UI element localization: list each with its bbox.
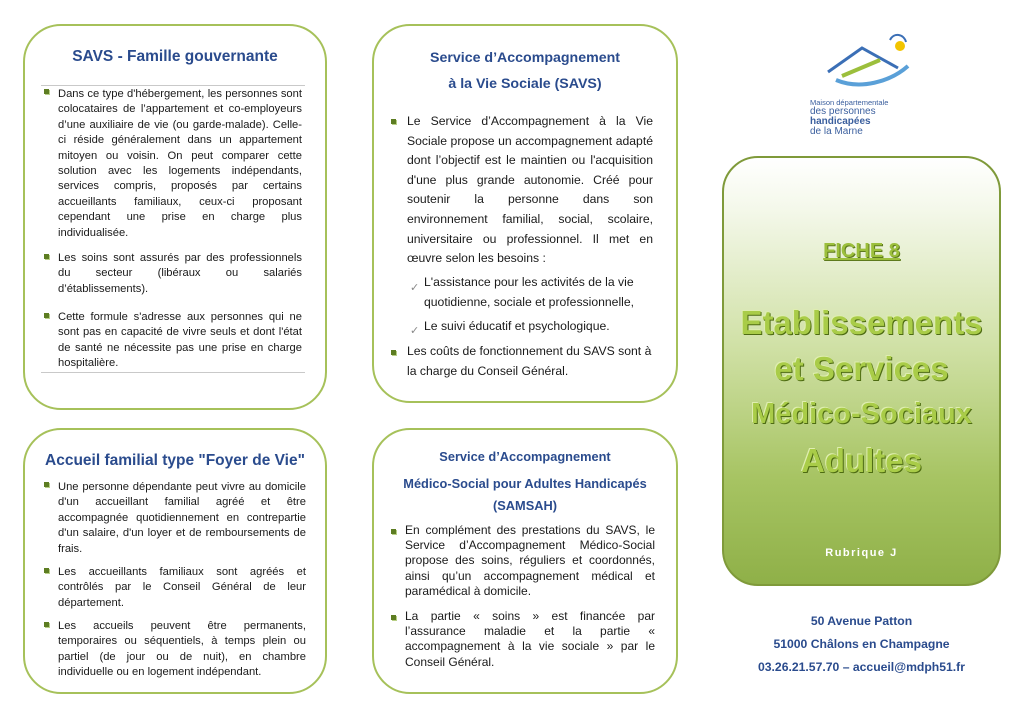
accueil-familial-panel — [23, 428, 327, 694]
panel-title: (SAMSAH) — [493, 498, 557, 513]
samsah-panel — [372, 428, 678, 694]
panel-title: SAVS - Famille gouvernante — [72, 48, 278, 65]
cover-title-line: et Services — [774, 350, 949, 387]
bullet-icon — [44, 622, 49, 627]
savs-famille-panel — [23, 24, 327, 410]
paragraph: Les coûts de fonctionnement du SAVS sont à la charge du Conseil Général. — [407, 344, 652, 378]
bullet-icon — [391, 529, 396, 534]
paragraph: Une personne dépendante peut vivre au domicile d'un accueillant familial agréé et être accompagnée quotidiennement en contrepartie d'un salaire, d'un loyer et de remboursements de frais. — [58, 481, 306, 555]
check-icon: ✓ — [410, 325, 420, 337]
mdph-logo — [810, 30, 930, 140]
sub-item: L'assistance pour les activités de la vie quotidienne, sociale et professionnelle, — [424, 275, 635, 309]
rubrique-label: Rubrique J — [825, 547, 898, 559]
bullet-icon — [391, 350, 396, 355]
paragraph: La partie « soins » est financée par l’assurance maladie et la partie « accompagnement à la vie sociale » par le Conseil Général. — [405, 609, 655, 669]
paragraph: En complément des prestations du SAVS, le Service d’Accompagnement Médico-Social propose des soins, réguliers et coordonnés, ainsi qu’un accompagnement médical et paramédical à domicile. — [405, 523, 655, 598]
logo-line: handicapées — [810, 116, 871, 127]
logo-line: Maison départementale — [810, 98, 889, 107]
check-icon: ✓ — [410, 282, 420, 294]
bullet-icon — [44, 313, 49, 318]
cover-title-line: Adultes — [800, 442, 922, 479]
cover-title-line: Médico-Sociaux — [751, 398, 972, 430]
divider — [41, 85, 305, 86]
bullet-icon — [44, 89, 49, 94]
address-street: 50 Avenue Patton — [810, 614, 913, 628]
paragraph: Le Service d’Accompagnement à la Vie Sociale propose un accompagnement adapté dont l’objectif est le maintien ou l'acquisition d'une plus grande autonomie. Créé pour soutenir la personne dans son environnement familial, social, scolaire, universitaire ou professionnel. Il met en œuvre selon les besoins : — [407, 114, 653, 266]
bullet-icon — [44, 482, 49, 487]
logo-line: des personnes — [810, 106, 876, 117]
panel-title: Service d’Accompagnement — [429, 50, 621, 66]
cover-title-line: Etablissements — [740, 304, 983, 341]
paragraph: Cette formule s'adresse aux personnes qui ne sont pas en capacité de vivre seuls et dont l'état de santé ne nécessite pas une prise en charge hospitalière. — [58, 311, 302, 370]
paragraph: Dans ce type d'hébergement, les personnes sont colocataires de l’appartement et co-employeurs d’une auxiliaire de vie (ou garde-malade). Celle-ci réside généralement dans un appartement mitoyen ou voisin. On peut comparer cette solution avec les logements indépendants, services compris, proposés par certains accueillants familiaux, ceux-ci proposant cependant une prise en charge plus individualisée. — [58, 88, 302, 239]
bullet-icon — [44, 254, 49, 259]
panel-title: Accueil familial type "Foyer de Vie" — [45, 452, 305, 469]
fiche-label: FICHE 8 — [823, 240, 900, 262]
panel-title: Service d’Accompagnement — [439, 449, 611, 464]
panel-title: à la Vie Sociale (SAVS) — [448, 76, 602, 92]
panel-title: Médico-Social pour Adultes Handicapés — [403, 476, 647, 491]
bullet-icon — [391, 615, 396, 620]
logo-line: de la Marne — [810, 126, 863, 137]
logo-house-icon — [820, 32, 920, 92]
paragraph: Les accueillants familiaux sont agréés et contrôlés par le Conseil Général de leur département. — [58, 566, 306, 609]
address-city: 51000 Châlons en Champagne — [773, 637, 950, 651]
savs-panel — [372, 24, 678, 403]
bullet-icon — [44, 568, 49, 573]
paragraph: Les soins sont assurés par des professionnels du secteur (libéraux ou salariés d’établissements). — [58, 252, 302, 295]
contact-line: 03.26.21.57.70 – accueil@mdph51.fr — [757, 660, 965, 674]
bullet-icon — [391, 119, 396, 124]
sub-item: Le suivi éducatif et psychologique. — [424, 319, 610, 333]
paragraph: Les accueils peuvent être permanents, temporaires ou séquentiels, à temps plein ou partiel (de jour ou de nuit), en chambre individuelle ou en logement indépendant. — [58, 620, 306, 679]
divider — [41, 372, 305, 373]
cover-panel — [722, 156, 1001, 586]
